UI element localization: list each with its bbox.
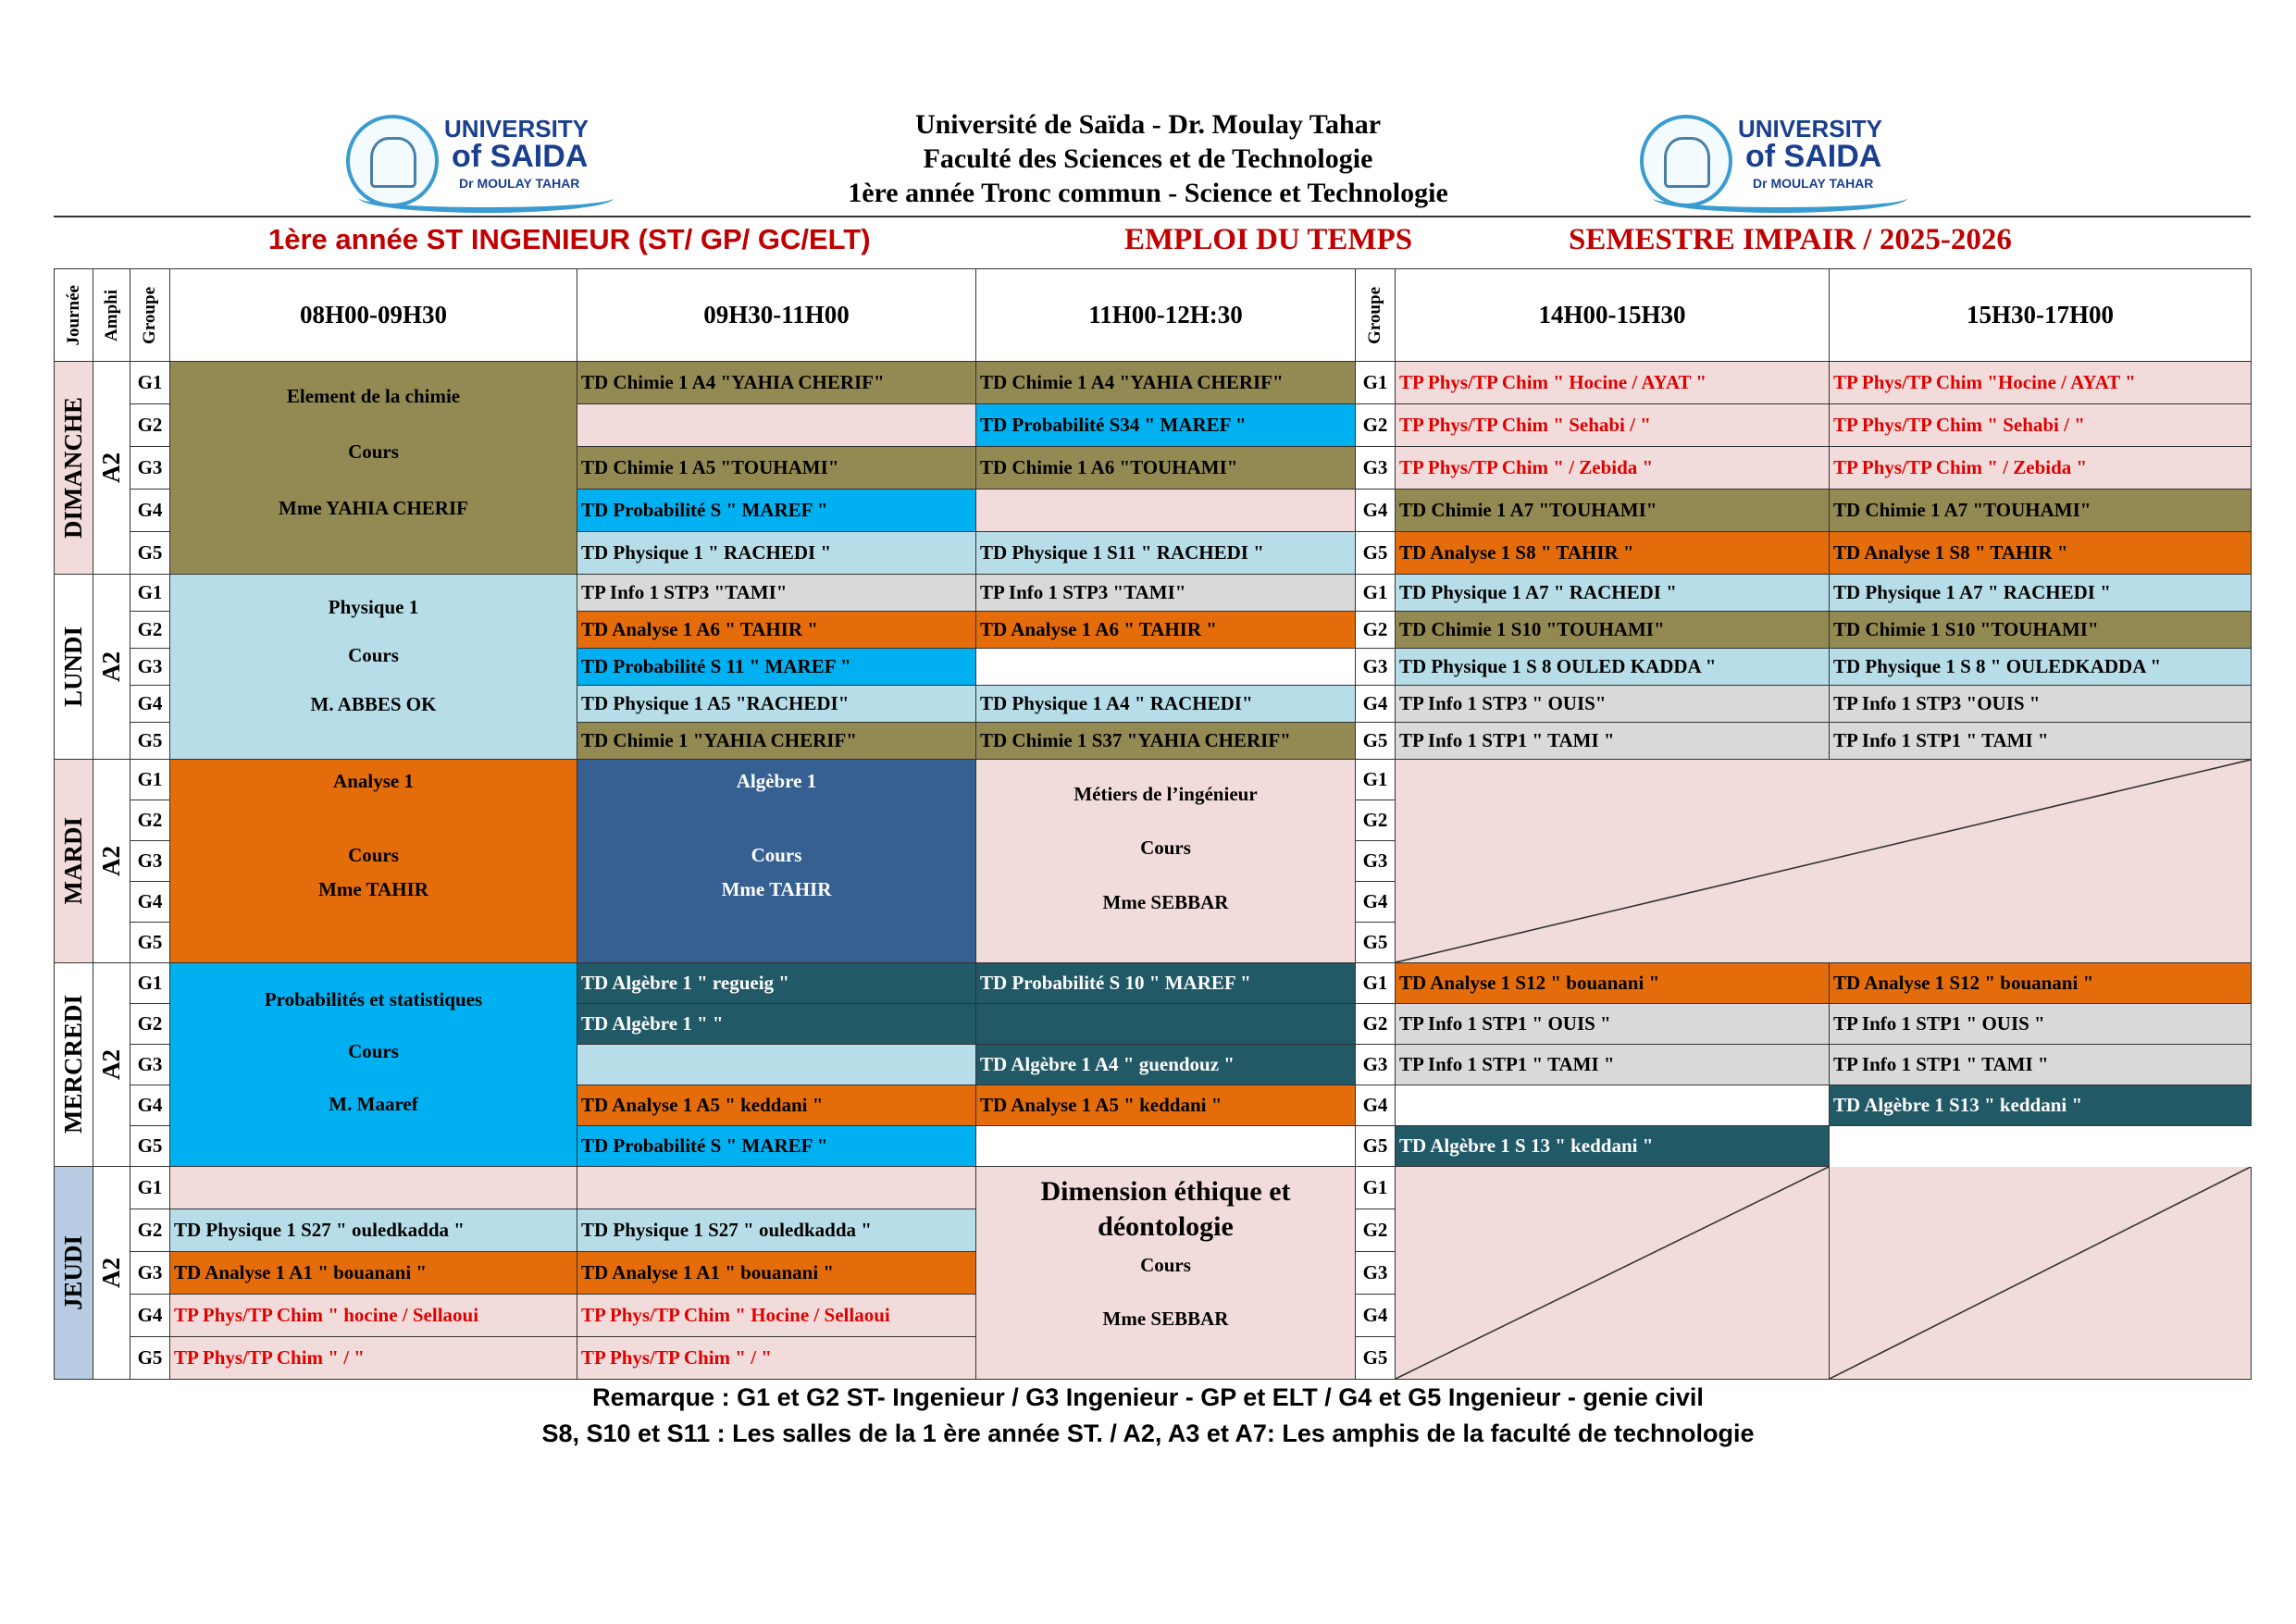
session-cell: TD Analyse 1 A6 " TAHIR " — [976, 612, 1356, 649]
group-label: G1 — [1356, 963, 1396, 1004]
course-type: Cours — [348, 844, 399, 867]
group-label: G5 — [1356, 723, 1396, 760]
group-label: G1 — [130, 760, 170, 800]
session-cell: TD Probabilité S " MAREF " — [577, 490, 976, 532]
slot-header: 09H30-11H00 — [577, 269, 976, 362]
no-class-block — [1396, 760, 2252, 963]
group-label: G1 — [1356, 1167, 1396, 1209]
slot-header: 08H00-09H30 — [170, 269, 577, 362]
course-title: Element de la chimie — [286, 385, 461, 407]
amphi-cell: A2 — [93, 1167, 130, 1380]
timetable — [54, 268, 2252, 1380]
header-rule — [54, 216, 2251, 217]
course-title: Algèbre 1 — [736, 770, 817, 792]
group-label: G2 — [130, 1004, 170, 1045]
session-cell: TD Probabilité S34 " MAREF " — [976, 404, 1356, 447]
group-label: G4 — [130, 1085, 170, 1126]
session-cell: TP Phys/TP Chim " hocine / Sellaoui — [170, 1295, 577, 1337]
course-type: Cours — [348, 644, 399, 667]
group-label: G1 — [130, 1167, 170, 1209]
group-label: G4 — [130, 882, 170, 923]
course-block — [170, 963, 577, 1167]
session-cell: TP Info 1 STP1 " TAMI " — [1830, 1045, 2252, 1085]
no-class-block — [1396, 1167, 1830, 1380]
title-level: 1ère année ST INGENIEUR (ST/ GP/ GC/ELT) — [268, 223, 871, 255]
course-type: Cours — [348, 1040, 399, 1063]
course-title-cont: déontologie — [1098, 1210, 1234, 1242]
course-teacher: Mme TAHIR — [318, 877, 428, 900]
session-cell: TP Info 1 STP1 " TAMI " — [1396, 723, 1830, 760]
session-cell — [577, 1045, 976, 1085]
diagonal-strike — [1396, 1167, 1829, 1379]
header-program: 1ère année Tronc commun - Science et Technologie — [848, 178, 1448, 208]
group-label: G2 — [130, 1209, 170, 1252]
no-class-block — [1830, 1167, 2252, 1380]
session-cell: TD Analyse 1 S12 " bouanani " — [1396, 963, 1830, 1004]
group-label: G3 — [130, 1252, 170, 1295]
group-label: G2 — [1356, 612, 1396, 649]
logo-line1: UNIVERSITY — [1738, 115, 1883, 143]
session-cell: TP Phys/TP Chim " / " — [577, 1337, 976, 1380]
col-journee: Journée — [55, 269, 93, 362]
session-cell — [577, 1167, 976, 1209]
session-cell — [170, 1167, 577, 1209]
session-cell: TD Algèbre 1 A4 " guendouz " — [976, 1045, 1356, 1085]
course-title: Analyse 1 — [333, 770, 414, 792]
session-cell: TD Algèbre 1 S 13 " keddani " — [1396, 1126, 1830, 1167]
session-cell: TP Phys/TP Chim " Sehabi / " — [1830, 404, 2252, 447]
session-cell: TD Analyse 1 S8 " TAHIR " — [1396, 532, 1830, 575]
session-cell: TD Analyse 1 A6 " TAHIR " — [577, 612, 976, 649]
session-cell: TD Physique 1 A4 " RACHEDI" — [976, 686, 1356, 723]
remark-groups: Remarque : G1 et G2 ST- Ingenieur / G3 Ingenieur - GP et ELT / G4 et G5 Ingenieur - genie civil — [592, 1383, 1704, 1411]
course-type: Cours — [751, 844, 802, 867]
session-cell: TD Physique 1 A5 "RACHEDI" — [577, 686, 976, 723]
course-teacher: M. ABBES OK — [310, 692, 437, 715]
group-label: G5 — [130, 923, 170, 963]
group-label: G4 — [130, 686, 170, 723]
remark-rooms: S8, S10 et S11 : Les salles de la 1 ère année ST. / A2, A3 et A7: Les amphis de la faculté de technologie — [541, 1419, 1755, 1447]
session-cell: TD Physique 1 S27 " ouledkadda " — [577, 1209, 976, 1252]
group-label: G3 — [1356, 1252, 1396, 1295]
group-label: G5 — [1356, 532, 1396, 575]
course-block — [170, 575, 577, 760]
amphi-cell: A2 — [93, 575, 130, 760]
group-label: G5 — [1356, 1337, 1396, 1380]
group-label: G4 — [1356, 1085, 1396, 1126]
session-cell: TD Analyse 1 A1 " bouanani " — [577, 1252, 976, 1295]
diagonal-strike — [1830, 1167, 2251, 1379]
group-label: G3 — [130, 447, 170, 490]
group-label: G2 — [1356, 1004, 1396, 1045]
day-jeudi: JEUDI — [55, 1167, 93, 1380]
group-label: G3 — [1356, 649, 1396, 686]
header-university: Université de Saïda - Dr. Moulay Tahar — [914, 109, 1382, 140]
session-cell: TD Chimie 1 S37 "YAHIA CHERIF" — [976, 723, 1356, 760]
session-cell: TD Physique 1 A7 " RACHEDI " — [1396, 575, 1830, 612]
header-row — [55, 269, 2252, 362]
title-schedule: EMPLOI DU TEMPS — [1124, 223, 1413, 256]
session-cell: TD Analyse 1 S12 " bouanani " — [1830, 963, 2252, 1004]
session-cell: TD Chimie 1 A4 "YAHIA CHERIF" — [577, 362, 976, 404]
slot-header: 15H30-17H00 — [1830, 269, 2252, 362]
session-cell: TD Chimie 1 A4 "YAHIA CHERIF" — [976, 362, 1356, 404]
course-teacher: Mme TAHIR — [721, 877, 832, 900]
group-label: G3 — [1356, 1045, 1396, 1085]
amphi-cell: A2 — [93, 362, 130, 575]
group-label: G3 — [1356, 447, 1396, 490]
session-cell: TD Physique 1 S11 " RACHEDI " — [976, 532, 1356, 575]
session-cell: TP Phys/TP Chim " / " — [170, 1337, 577, 1380]
session-cell: TP Info 1 STP1 " TAMI " — [1830, 723, 2252, 760]
session-cell: TP Info 1 STP1 " OUIS " — [1830, 1004, 2252, 1045]
group-label: G2 — [1356, 800, 1396, 841]
session-cell: TP Info 1 STP1 " OUIS " — [1396, 1004, 1830, 1045]
session-cell: TP Info 1 STP3 " OUIS" — [1396, 686, 1830, 723]
course-type: Cours — [1140, 1254, 1191, 1276]
group-label: G2 — [130, 800, 170, 841]
slot-header: 14H00-15H30 — [1396, 269, 1830, 362]
diagonal-strike — [1396, 760, 2251, 962]
session-cell: TD Physique 1 S27 " ouledkadda " — [170, 1209, 577, 1252]
title-semester: SEMESTRE IMPAIR / 2025-2026 — [1569, 223, 2012, 256]
session-cell — [1396, 1085, 1830, 1126]
session-cell: TD Analyse 1 S8 " TAHIR " — [1830, 532, 2252, 575]
group-label: G5 — [130, 723, 170, 760]
group-label: G1 — [130, 963, 170, 1004]
session-cell: TD Physique 1 S 8 OULED KADDA " — [1396, 649, 1830, 686]
session-cell: TP Phys/TP Chim " / Zebida " — [1396, 447, 1830, 490]
session-cell — [976, 1004, 1356, 1045]
course-title: Dimension éthique et — [1040, 1176, 1291, 1207]
group-label: G4 — [1356, 882, 1396, 923]
session-cell: TD Probabilité S 10 " MAREF " — [976, 963, 1356, 1004]
amphi-cell: A2 — [93, 963, 130, 1167]
course-teacher: Mme SEBBAR — [1102, 890, 1229, 913]
session-cell — [976, 1126, 1356, 1167]
logo-line2: of SAIDA — [1745, 139, 1882, 174]
course-teacher: Mme YAHIA CHERIF — [279, 496, 468, 519]
course-type: Cours — [348, 440, 399, 464]
group-label: G1 — [1356, 760, 1396, 800]
session-cell: TD Chimie 1 A7 "TOUHAMI" — [1830, 490, 2252, 532]
group-label: G1 — [1356, 362, 1396, 404]
day-mardi: MARDI — [55, 760, 93, 963]
session-cell: TD Algèbre 1 S13 " keddani " — [1830, 1085, 2252, 1126]
session-cell: TD Physique 1 " RACHEDI " — [577, 532, 976, 575]
course-teacher: Mme SEBBAR — [1102, 1308, 1229, 1331]
session-cell — [976, 490, 1356, 532]
group-label: G2 — [130, 612, 170, 649]
group-label: G3 — [130, 649, 170, 686]
course-title: Métiers de l’ingénieur — [1074, 783, 1258, 805]
session-cell: TD Chimie 1 A7 "TOUHAMI" — [1396, 490, 1830, 532]
session-cell: TD Probabilité S " MAREF " — [577, 1126, 976, 1167]
session-cell: TP Info 1 STP3 "TAMI" — [577, 575, 976, 612]
slot-header: 11H00-12H:30 — [976, 269, 1356, 362]
session-cell: TD Algèbre 1 " " — [577, 1004, 976, 1045]
session-cell: TP Phys/TP Chim "Hocine / AYAT " — [1830, 362, 2252, 404]
day-mercredi: MERCREDI — [55, 963, 93, 1167]
course-block — [577, 760, 976, 963]
course-block — [170, 760, 577, 963]
group-label: G5 — [1356, 923, 1396, 963]
course-title: Physique 1 — [328, 596, 419, 618]
session-cell: TD Chimie 1 S10 "TOUHAMI" — [1830, 612, 2252, 649]
session-cell: TD Algèbre 1 " regueig " — [577, 963, 976, 1004]
logo-line1: UNIVERSITY — [444, 115, 590, 143]
course-title: Probabilités et statistiques — [264, 988, 483, 1010]
group-label: G4 — [130, 490, 170, 532]
course-block — [170, 362, 577, 575]
session-cell: TD Chimie 1 A6 "TOUHAMI" — [976, 447, 1356, 490]
group-label: G4 — [1356, 686, 1396, 723]
group-label: G3 — [130, 1045, 170, 1085]
group-label: G4 — [130, 1295, 170, 1337]
group-label: G5 — [130, 532, 170, 575]
group-label: G3 — [1356, 841, 1396, 882]
group-label: G5 — [130, 1337, 170, 1380]
session-cell: TD Physique 1 S 8 " OULEDKADDA " — [1830, 649, 2252, 686]
group-label: G2 — [1356, 404, 1396, 447]
col-groupe: Groupe — [130, 269, 170, 362]
session-cell: TP Phys/TP Chim " Hocine / AYAT " — [1396, 362, 1830, 404]
session-cell: TD Probabilité S 11 " MAREF " — [577, 649, 976, 686]
group-label: G2 — [130, 404, 170, 447]
session-cell: TD Chimie 1 S10 "TOUHAMI" — [1396, 612, 1830, 649]
logo-line2: of SAIDA — [452, 139, 589, 174]
group-label: G5 — [130, 1126, 170, 1167]
day-dimanche: DIMANCHE — [55, 362, 93, 575]
session-cell: TP Phys/TP Chim " / Zebida " — [1830, 447, 2252, 490]
group-label: G1 — [1356, 575, 1396, 612]
col-amphi: Amphi — [93, 269, 130, 362]
session-cell — [577, 404, 976, 447]
session-cell: TP Phys/TP Chim " Hocine / Sellaoui — [577, 1295, 976, 1337]
group-label: G5 — [1356, 1126, 1396, 1167]
session-cell: TP Phys/TP Chim " Sehabi / " — [1396, 404, 1830, 447]
session-cell: TP Info 1 STP3 "OUIS " — [1830, 686, 2252, 723]
amphi-cell: A2 — [93, 760, 130, 963]
header-faculty: Faculté des Sciences et de Technologie — [923, 143, 1373, 174]
session-cell: TP Info 1 STP1 " TAMI " — [1396, 1045, 1830, 1085]
session-cell — [1830, 1126, 2252, 1167]
session-cell: TD Analyse 1 A5 " keddani " — [976, 1085, 1356, 1126]
logo-line3: Dr MOULAY TAHAR — [1753, 176, 1874, 191]
group-label: G2 — [1356, 1209, 1396, 1252]
session-cell — [976, 649, 1356, 686]
course-block — [976, 1167, 1356, 1380]
session-cell: TD Analyse 1 A5 " keddani " — [577, 1085, 976, 1126]
group-label: G3 — [130, 841, 170, 882]
session-cell: TD Chimie 1 "YAHIA CHERIF" — [577, 723, 976, 760]
logo-line3: Dr MOULAY TAHAR — [459, 176, 580, 191]
group-label: G4 — [1356, 1295, 1396, 1337]
col-groupe: Groupe — [1356, 269, 1396, 362]
session-cell: TD Physique 1 A7 " RACHEDI " — [1830, 575, 2252, 612]
course-block — [976, 760, 1356, 963]
group-label: G1 — [130, 362, 170, 404]
session-cell: TP Info 1 STP3 "TAMI" — [976, 575, 1356, 612]
group-label: G4 — [1356, 490, 1396, 532]
session-cell: TD Analyse 1 A1 " bouanani " — [170, 1252, 577, 1295]
session-cell: TD Chimie 1 A5 "TOUHAMI" — [577, 447, 976, 490]
day-lundi: LUNDI — [55, 575, 93, 760]
course-teacher: M. Maaref — [329, 1092, 418, 1115]
group-label: G1 — [130, 575, 170, 612]
course-type: Cours — [1140, 837, 1191, 860]
